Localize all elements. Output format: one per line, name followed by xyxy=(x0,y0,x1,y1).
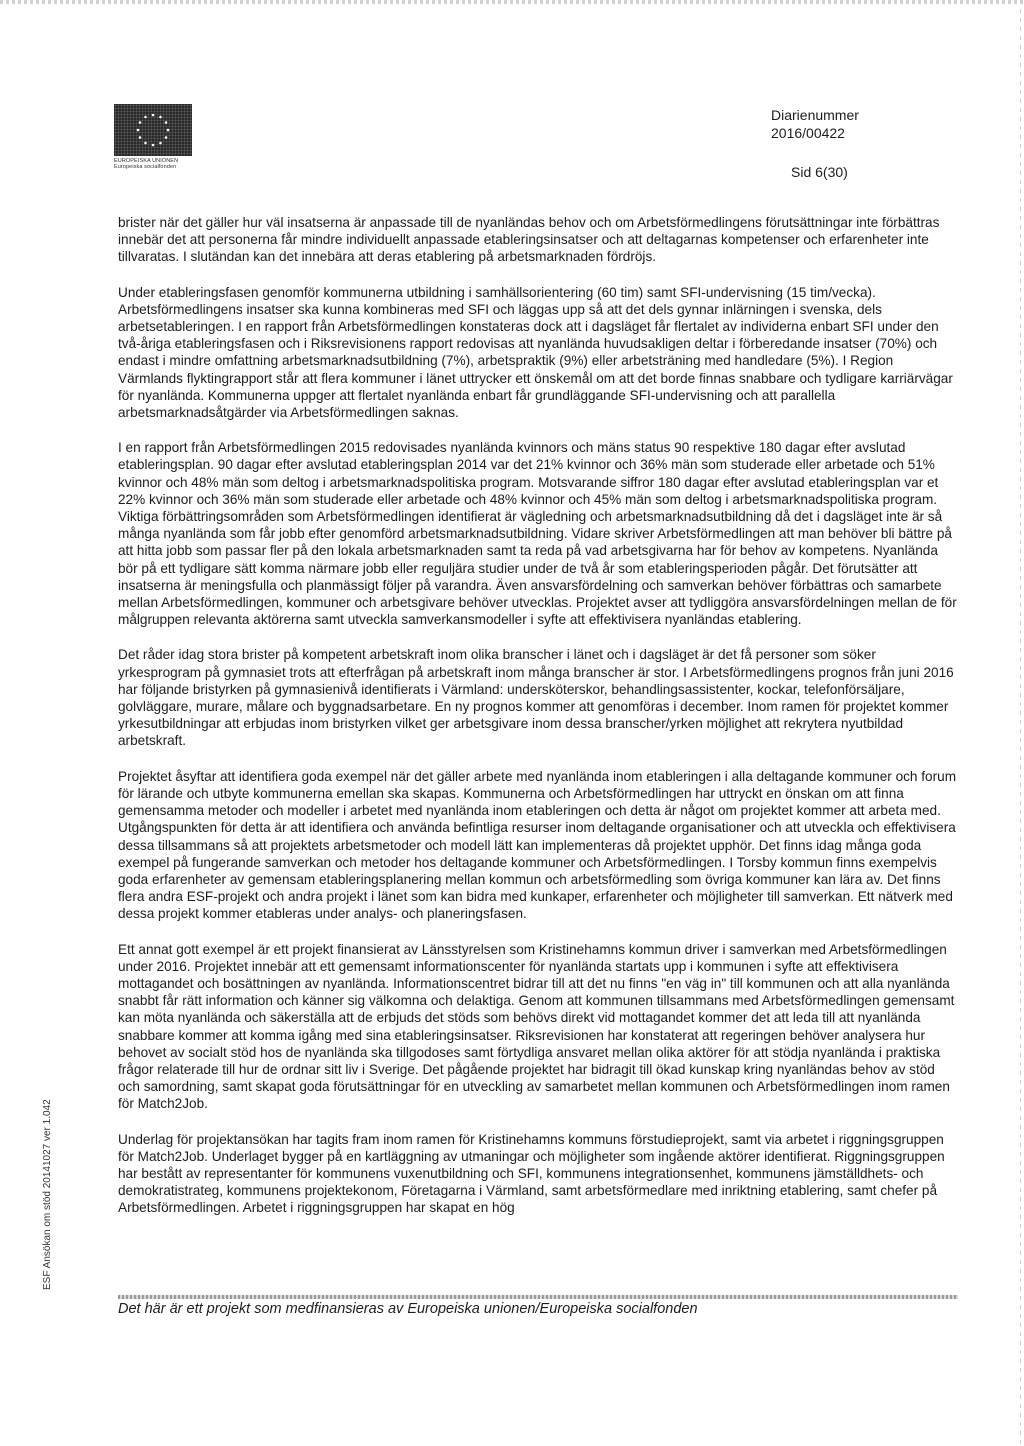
paragraph: brister när det gäller hur väl insatserna är anpassade till de nyanländas behov och om Arbetsförmedlingens förutsättningar inte förbättras innebär det att personerna får mindre individuellt anpassade etableringsinsatser och att deltagarnas kompetenser och erfarenheter inte tillvaratas. I slutändan kan det innebära att deras etablering på arbetsmarknaden fördröjs. xyxy=(118,215,940,265)
eu-flag-icon xyxy=(114,104,192,156)
eu-caption-line1: EUROPEISKA UNIONEN xyxy=(114,158,179,164)
eu-caption-line2: Europeiska socialfonden xyxy=(114,164,177,170)
diary-label: Diarienummer xyxy=(771,107,859,123)
diary-block xyxy=(771,106,859,142)
page-number: Sid 6(30) xyxy=(791,164,848,180)
eu-logo-caption xyxy=(114,158,196,170)
footer-divider xyxy=(118,1295,958,1299)
paragraph: Projektet åsyftar att identifiera goda exempel när det gäller arbete med nyanlända inom etableringen i alla deltagande kommuner och forum för lärande och utbyte kommunerna emellan ska skapas. Kommunerna och Arbetsförmedlingen har uttryckt en önskan om att finna gemensamma metoder och modeller i arbetet med nyanlända inom etableringen och detta är något om projektet kommer att arbeta med. Utgångspunkten för detta är att identifiera och använda befintliga resurser inom deltagande organisationer och att utveckla och effektivisera dessa tillsammans så att projektets arbetsmetoder och modell lätt kan implementeras då projektet upphör. Det finns idag många goda exempel på fungerande samverkan och metoder hos deltagande kommuner och Arbetsförmedlingen. I Torsby kommun finns exempelvis goda erfarenheter av gemensam etableringsplanering mellan kommun och arbetsförmedling som övriga kommuner kan lära av. Det finns flera andra ESF-projekt och andra projekt i länet som kan bidra med kunkaper, erfarenheter och möjligheter till samverkan. Ett nätverk med dessa projekt kommer etableras under analys- och planeringsfasen. xyxy=(118,768,957,922)
paragraph: Underlag för projektansökan har tagits fram inom ramen för Kristinehamns kommuns förstudieprojekt, samt via arbetet i riggningsgruppen för Match2Job. Underlaget bygger på en kartläggning av utmaningar och möjligheter som ingående aktörer identifierat. Riggningsgruppen har bestått av representanter för kommunens vuxenutbildning och SFI, kommunens integrationsenhet, kommunens jämställdhets- och demokratistrateg, kommunens projektekonom, Företagarna i Värmland, samt arbetsförmedlare med inriktning etablering, samt chefer på Arbetsförmedlingen. Arbetet i riggningsgruppen har skapat en hög xyxy=(118,1131,945,1216)
paragraph: Under etableringsfasen genomför kommunerna utbildning i samhällsorientering (60 tim) samt SFI-undervisning (15 tim/vecka). Arbetsförmedlingens insatser ska kunna kombineras med SFI och läggas upp så att det dels gynnar inlärningen i svenska, dels arbetsetableringen. I en rapport från Arbetsförmedlingen konstateras dock att i dagsläget får flertalet av individerna enbart SFI under den två-åriga etableringsfasen och i Riksrevisionens rapport redovisas att nyanlända huvudsakligen deltar i förberedande insatser (70%) och endast i mindre omfattning arbetsmarknadsutbildning (7%), arbetspraktik (9%) eller arbetsträning med handledare (5%). I Region Värmlands flyktingrapport står att flera kommuner i länet uttrycker ett önskemål om att det borde finnas snabbare och tydligare karriärvägar för nyanlända. Kommunerna uppger att flertalet nyanlända enbart får grundläggande SFI-undervisning och att parallella arbetsmarknadsåtgärder via Arbetsförmedlingen saknas. xyxy=(118,284,953,421)
body-text xyxy=(118,214,958,1235)
eu-logo xyxy=(114,104,196,170)
scan-edge-top xyxy=(0,0,1024,4)
footer-text: Det här är ett projekt som medfinansieras av Europeiska unionen/Europeiska socialfonden xyxy=(118,1301,698,1317)
paragraph: I en rapport från Arbetsförmedlingen 2015 redovisades nyanlända kvinnors och mäns status 90 respektive 180 dagar efter avslutad etableringsplan. 90 dagar efter avslutad etableringsplan 2014 var det 21% kvinnor och 36% män som studerade eller arbetade och 51% kvinnor och 48% män som deltog i arbetsmarknadspolitiska program. Motsvarande siffror 180 dagar efter avslutad etableringsplan var et 22% kvinnor och 36% män som studerade eller arbetade och 48% kvinnor och 45% män som deltog i arbetsmarknadspolitiska program. Viktiga förbättringsområden som Arbetsförmedlingen identifierat är vägledning och arbetsmarknadsutbildning då det i dagsläget inte är så många nyanlända som får jobb efter genomförd arbetsmarknadsutbildning. Vidare skriver Arbetsförmedlingen att man behöver bli bättre på att hitta jobb som passar fler på den lokala arbetsmarknaden samt ta reda på vad arbetsgivarna har för behov av kompetens. Nyanlända bör på ett tydligare sätt komma närmare jobb eller reguljära studier under de två år som etableringsperioden pågår. Det förutsätter att insatserna är meningsfulla och planmässigt följer på varandra. Även ansvarsfördelning och samverkan behöver förbättras och samarbete mellan Arbetsförmedlingen, kommuner och arbetsgivare behöver utvecklas. Projektet avser att tydliggöra ansvarsfördelningen mellan de för målgruppen relevanta aktörerna samt utveckla samverkansmodeller i syfte att effektivisera nyanländas etablering. xyxy=(118,440,957,628)
side-version-text: ESF Ansökan om stöd 20141027 ver 1.042 xyxy=(42,1099,53,1290)
scan-edge-right xyxy=(1020,0,1021,1446)
paragraph: Ett annat gott exempel är ett projekt finansierat av Länsstyrelsen som Kristinehamns kommun driver i samverkan med Arbetsförmedlingen under 2016. Projektet innebär att ett gemensamt informationscenter för nyanlända startats upp i kommunen i syfte att effektivisera mottagandet och bosättningen av nyanlända. Informationscentret bidrar till att det nu finns "en väg in" till kommunen och att alla nyanlända snabbt får rätt information och känner sig välkomna och delaktiga. Genom att kommunen tillsammans med Arbetsförmedlingen gemensamt kan möta nyanlända och säkerställa att de erbjuds det stöds som behövs direkt vid mottagandet kommer det att leda till att nyanlända snabbare kommer att komma igång med sina etableringsinsatser. Riksrevisionen har konstaterat att regeringen behöver analysera hur behovet av socialt stöd hos de nyanlända ska tillgodoses samt förtydliga ansvaret mellan olika aktörer för att stödja nyanlända i praktiska frågor relaterade till hur de ordnar sitt liv i Sverige. Det pågående projektet har bidragit till ökad kunskap kring nyanländas behov av stöd och samordning, samt skapat goda förutsättningar för en utveckling av samarbetet mellan kommunen och Arbetsförmedlingen inom ramen för Match2Job. xyxy=(118,941,955,1112)
paragraph: Det råder idag stora brister på kompetent arbetskraft inom olika branscher i länet och i dagsläget är det få personer som söker yrkesprogram på gymnasiet trots att efterfrågan på arbetskraft inom många branscher är stor. I Arbetsförmedlingens prognos från juni 2016 har följande bristyrken på gymnasienivå identifierats i Värmland: undersköterskor, behandlingsassistenter, kockar, telefonförsäljare, golvläggare, murare, målare och byggnadsarbetare. En ny prognos kommer att genomföras i december. Inom ramen för projektet kommer yrkesutbildningar att erbjudas inom bristyrken vilket ger arbetsgivare inom dessa branscher/yrken möjlighet att rekrytera nyutbildad arbetskraft. xyxy=(118,647,954,749)
diary-number: 2016/00422 xyxy=(771,125,845,141)
